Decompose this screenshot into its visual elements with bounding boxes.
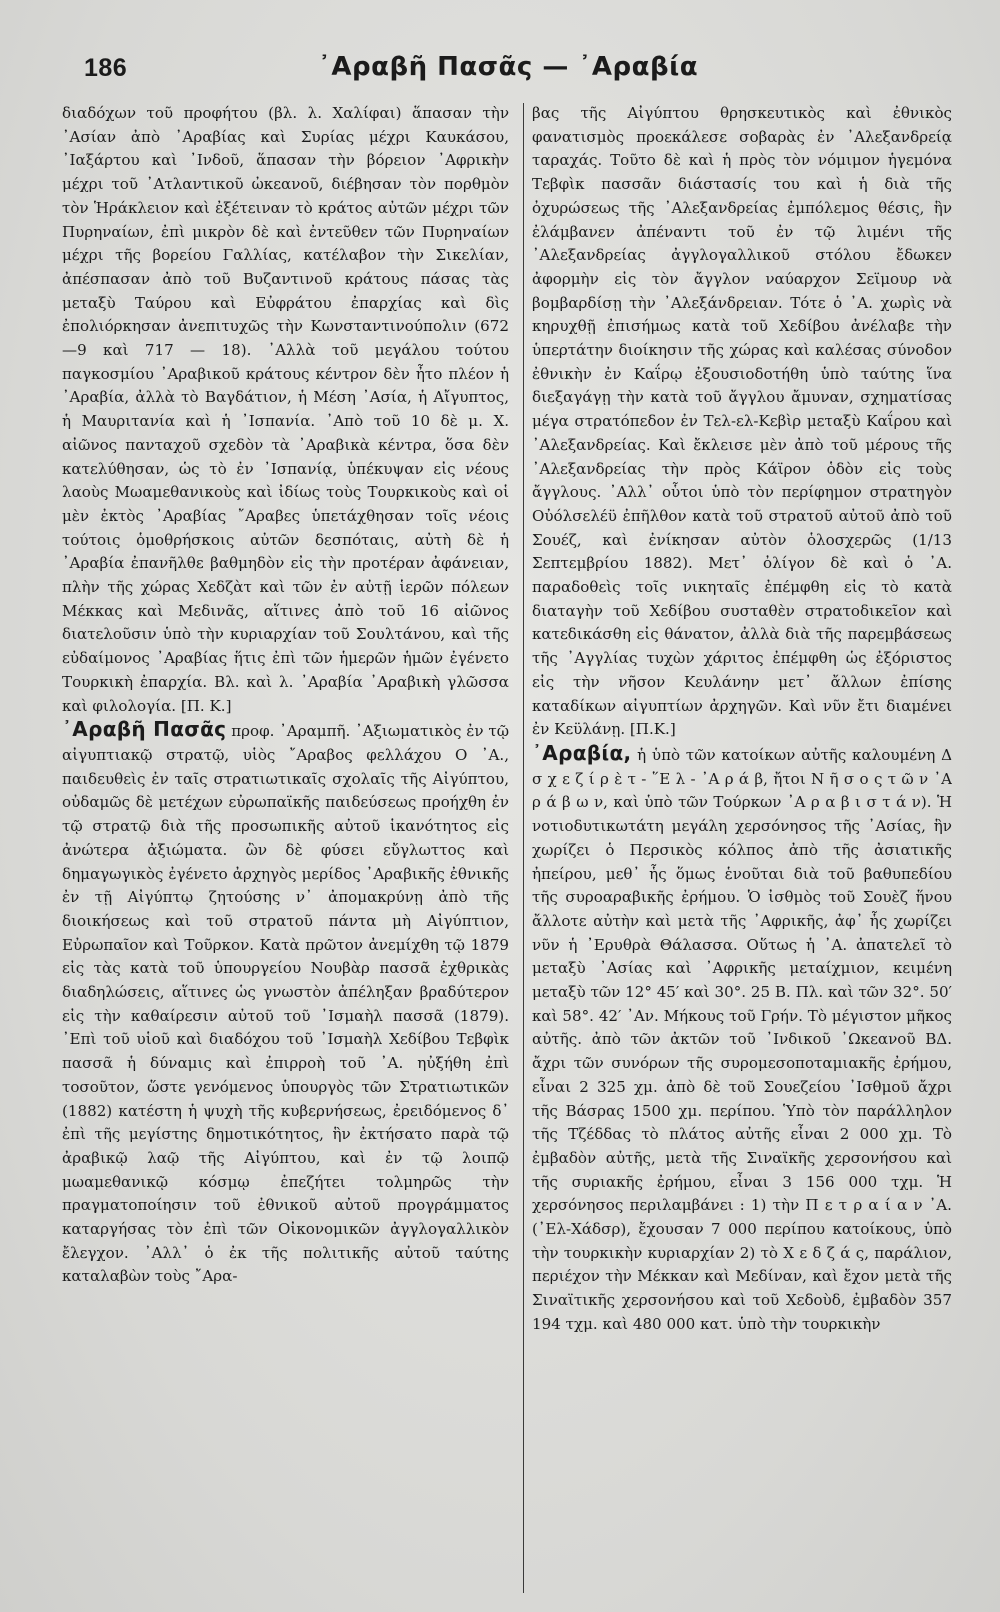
entry-arabia	[532, 742, 952, 1337]
entry-text: ἡ ὑπὸ τῶν κατοίκων αὐτῆς καλουμένη Δ σ χ ε ζ ί ρ ὲ τ - ῞Ε λ - ᾿Α ρ ά β, ἤτοι Ν ῆ σ ο ς τ ῶ ν ᾿Α ρ ά β ω ν, καὶ ὑπὸ τῶν Τούρκων ᾿Α ρ α β ι σ τ ά ν). Ἡ νοτιοδυτικωτάτη μεγάλη χερσόνησος τῆς ᾿Ασίας, ἣν χωρίζει ὁ Περσικὸς κόλπος ἀπὸ τῆς ἀσιατικῆς ἠπείρου, μεθ᾿ ἧς ὅμως ἑνοῦται διὰ τοῦ βαθυπεδίου τῆς συροαραβικῆς ἐρήμου. Ὁ ἰσθμὸς τοῦ Σουὲζ ἥνου ἄλλοτε αὐτὴν καὶ μετὰ τῆς ᾿Αφρικῆς, ἀφ᾿ ἧς χωρίζει νῦν ἡ ᾿Ερυθρὰ Θάλασσα. Οὕτως ἡ ᾿Α. ἀπατελεῖ τὸ μεταξὺ ᾿Ασίας καὶ ᾿Αφρικῆς μεταίχμιον, κειμένη μεταξὺ τῶν 12° 45′ καὶ 30°. 25 Β. Πλ. καὶ τῶν 32°. 50′ καὶ 58°. 42′ ᾿Αν. Μήκους τοῦ Γρήν. Τὸ μέγιστον μῆκος αὐτῆς. ἀπὸ τῶν ἀκτῶν τοῦ ᾿Ινδικοῦ ᾿Ωκεανοῦ ΒΔ. ἄχρι τῶν συνόρων τῆς συρομεσοποταμιακῆς ἐρήμου, εἶναι 2 325 χμ. ἀπὸ δὲ τοῦ Σουεζείου ᾿Ισθμοῦ ἄχρι τῆς Βάσρας 1500 χμ. περίπου. Ὑπὸ τὸν παράλληλον τῆς Τζέδδας τὸ πλάτος αὐτῆς εἶναι 2 000 χμ. Τὸ ἐμβαδὸν αὐτῆς, μετὰ τῆς Σιναϊκῆς χερσονήσου καὶ τῆς συριακῆς ἐρήμου, εἶναι 3 156 000 τχμ. Ἡ χερσόνησος περιλαμβάνει : 1) τὴν Π ε τ ρ α ί α ν ᾿Α. (᾿Ελ-Χάδσρ), ἔχουσαν 7 000 περίπου κατοίκους, ὑπὸ τὴν τουρκικὴν κυριαρχίαν 2) τὸ Χ ε δ ζ ά ς, παράλιον, περιέχον τὴν Μέκκαν καὶ Μεδίναν, καὶ ἔχον μετὰ τῆς Σιναϊτικῆς χερσονήσου καὶ τοῦ Χεδοὺδ, ἐμβαδὸν 357 194 τχμ. καὶ 480 000 κατ. ὑπὸ τὴν τουρκικὴν	[532, 745, 952, 1333]
page-number: 186	[84, 54, 128, 82]
page-header	[78, 52, 938, 92]
entry-arabi-pasha	[62, 718, 509, 1289]
right-column	[532, 102, 952, 1572]
entry-lemma: ᾿Αραβῆ Πασᾶς	[62, 717, 227, 742]
right-paragraph: βας τῆς Αἰγύπτου θρησκευτικὸς καὶ ἐθνικὸς φανατισμὸς προεκάλεσε σοβαρὰς ἐν ᾿Αλεξανδρείᾳ ταραχάς. Τοῦτο δὲ καὶ ἡ πρὸς τὸν νόμιμον ἡγεμόνα Τεβφὶκ πασσᾶν διάστασίς του καὶ ἡ διὰ τῆς ὀχυρώσεως τῆς ᾿Αλεξανδρείας ἐμπόλεμος θέσις, ἣν ἐλάμβανεν ἀπέναντι τοῦ ἐν τῷ λιμένι τῆς ᾿Αλεξανδρείας ἀγγλογαλλικοῦ στόλου ἔδωκεν ἀφορμὴν εἰς τὸν ἄγγλον ναύαρχον Σεϊμουρ νὰ βομβαρδίσῃ τὴν ᾿Αλεξάνδρειαν. Τότε ὁ ᾿Α. χωρὶς νὰ κηρυχθῇ ἐπισήμως κατὰ τοῦ Χεδίβου ἀνέλαβε τὴν ὑπερτάτην διοίκησιν τῆς χώρας καὶ καλέσας σύνοδον ἐθνικὴν ἐν Καΐρῳ ἐξουσιοδοτήθη ὑπὸ ταύτης ἵνα διεξαγάγῃ τὴν κατὰ τοῦ ἄγγλου ἄμυναν, σχηματίσας μέγα στρατόπεδον ἐν Τελ-ελ-Κεβὶρ μεταξὺ Καΐρου καὶ ᾿Αλεξανδρείας. Καὶ ἔκλεισε μὲν ἀπὸ τοῦ μέρους τῆς ᾿Αλεξανδρείας τὴν πρὸς Κάϊρον ὁδὸν εἰς τοὺς ἄγγλους. ᾿Αλλ᾿ οὗτοι ὑπὸ τὸν περίφημον στρατηγὸν Οὐόλσελέϋ ἐπῆλθον κατὰ τοῦ στρατοῦ αὐτοῦ ἀπὸ τοῦ Σουέζ, καὶ ἐνίκησαν αὐτὸν ὁλοσχερῶς (1/13 Σεπτεμβρίου 1882). Μετ᾿ ὀλίγον δὲ καὶ ὁ ᾿Α. παραδοθεὶς τοῖς νικηταῖς ἐπέμφθη εἰς τὸ κατὰ διαταγὴν τοῦ Χεδίβου συσταθὲν στρατοδικεῖον καὶ κατεδικάσθη εἰς θάνατον, ἀλλὰ διὰ τῆς παρεμβάσεως τῆς ᾿Αγγλίας τυχὼν χάριτος ἐπέμφθη ὡς ἐξόριστος εἰς τὴν νῆσον Κευλάνην μετ᾿ ἄλλων ἐπίσης καταδίκων αἰγυπτίων ἀρχηγῶν. Καὶ νῦν ἔτι διαμένει ἐν Κεϋλάνῃ. [Π.Κ.]	[532, 104, 952, 739]
left-column	[62, 102, 509, 1572]
entry-text: προφ. ᾿Αραμπῆ. ᾿Αξιωματικὸς ἐν τῷ αἰγυπτιακῷ στρατῷ, υἱὸς ῎Αραβος φελλάχου Ο ᾿Α., παιδευθεὶς ἐν ταῖς στρατιωτικαῖς σχολαῖς τῆς Αἰγύπτου, οὐδαμῶς δὲ μετέχων εὐρωπαϊκῆς παιδεύσεως προήχθη ἐν τῷ στρατῷ διὰ τῆς προσωπικῆς αὐτοῦ ἱκανότητος εἰς ἀνώτερα ἀξιώματα. ὢν δὲ φύσει εὔγλωττος καὶ δημαγωγικὸς ἐγένετο ἀρχηγὸς μερίδος ᾿Αραβικῆς ἐθνικῆς ἐν τῇ Αἰγύπτῳ ζητούσης ν᾿ ἀπομακρύνῃ ἀπὸ τῆς διοικήσεως καὶ τοῦ στρατοῦ πάντα μὴ Αἰγύπτιον, Εὐρωπαῖον καὶ Τοῦρκον. Κατὰ πρῶτον ἀνεμίχθη τῷ 1879 εἰς τὰς κατὰ τοῦ ὑπουργείου Νουβὰρ πασσᾶ ἐχθρικὰς διαδηλώσεις, αἵτινες ὡς γνωστὸν ἀπέληξαν βραδύτερον εἰς τὴν καθαίρεσιν αὐτοῦ τοῦ ᾿Ισμαὴλ πασσᾶ (1879). ᾿Επὶ τοῦ υἱοῦ καὶ διαδόχου τοῦ ᾿Ισμαὴλ Χεδίβου Τεβφὶκ πασσᾶ ἡ δύναμις καὶ ἐπιρροὴ τοῦ ᾿Α. ηὐξήθη ἐπὶ τοσοῦτον, ὥστε γενόμενος ὑπουργὸς τῶν Στρατιωτικῶν (1882) κατέστη ἡ ψυχὴ τῆς κυβερνήσεως, ἐρειδόμενος δ᾿ ἐπὶ τῆς μεγίστης δημοτικότητος, ἣν ἐκτήσατο παρὰ τῷ ἀραβικῷ λαῷ τῆς Αἰγύπτου, καὶ ἐν τῷ λοιπῷ μωαμεθανικῷ κόσμῳ ἐπεζήτει τολμηρῶς τὴν πραγματοποίησιν τοῦ ἐθνικοῦ αὐτοῦ προγράμματος καταργήσας τὸν ἐπὶ τῶν Οἰκονομικῶν ἀγγλογαλλικὸν ἔλεγχον. ᾿Αλλ᾿ ὁ ἐκ τῆς πολιτικῆς αὐτοῦ ταύτης καταλαβὼν τοὺς ῎Αρα-	[62, 722, 509, 1286]
column-divider	[523, 103, 524, 1593]
left-paragraph: διαδόχων τοῦ προφήτου (βλ. λ. Χαλίφαι) ἅπασαν τὴν ᾿Ασίαν ἀπὸ ᾿Αραβίας καὶ Συρίας μέχρι Καυκάσου, ᾿Ιαξάρτου καὶ ᾿Ινδοῦ, ἅπασαν τὴν βόρειον ᾿Αφρικὴν μέχρι τοῦ ᾿Ατλαντικοῦ ὠκεανοῦ, διέβησαν τὸν πορθμὸν τὸν Ἡράκλειον καὶ ἐξέτειναν τὸ κράτος αὐτῶν μέχρι τῶν Πυρηναίων, ἐπὶ μικρὸν δὲ καὶ ἐντεῦθεν τῶν Πυρηναίων μέχρι τῆς βορείου Γαλλίας, κατέλαβον τὴν Σικελίαν, ἀπέσπασαν ἀπὸ τοῦ Βυζαντινοῦ κράτους πάσας τὰς μεταξὺ Ταύρου καὶ Εὐφράτου ἐπαρχίας καὶ δὶς ἐπολιόρκησαν ἀνεπιτυχῶς τὴν Κωνσταντινούπολιν (672—9 καὶ 717 — 18). ᾿Αλλὰ τοῦ μεγάλου τούτου παγκοσμίου ᾿Αραβικοῦ κράτους κέντρον δὲν ἦτο πλέον ἡ ᾿Αραβία, ἀλλὰ τὸ Βαγδάτιον, ἡ Μέση ᾿Ασία, ἡ Αἴγυπτος, ἡ Μαυριτανία καὶ ἡ ᾿Ισπανία. ᾿Απὸ τοῦ 10 δὲ μ. Χ. αἰῶνος πανταχοῦ σχεδὸν τὰ ᾿Αραβικὰ κέντρα, ὅσα δὲν κατελύθησαν, ὡς τὸ ἐν ᾿Ισπανίᾳ, ὑπέκυψαν εἰς νέους λαοὺς Μωαμεθανικοὺς καὶ ἰδίως τοὺς Τουρκικοὺς καὶ οἱ μὲν ἐκτὸς ᾿Αραβίας ῎Αραβες ὑπετάχθησαν τοῖς νέοις τούτοις ὁμοθρήσκοις αὐτῶν δεσπόταις, αὐτὴ δὲ ἡ ᾿Αραβία ἐπανῆλθε βαθμηδὸν εἰς τὴν προτέραν ἀφάνειαν, πλὴν τῆς χώρας Χεδζὰτ καὶ τῶν ἐν αὐτῇ ἱερῶν πόλεων Μέκκας καὶ Μεδινᾶς, αἵτινες ἀπὸ τοῦ 16 αἰῶνος διατελοῦσιν ὑπὸ τὴν κυριαρχίαν τοῦ Σουλτάνου, καὶ τῆς εὐδαίμονος ᾿Αραβίας ἥτις ἐπὶ τῶν ἡμερῶν ἡμῶν ἐγένετο Τουρκικὴ ἐπαρχία. Βλ. καὶ λ. ᾿Αραβία ᾿Αραβικὴ γλῶσσα καὶ φιλολογία. [Π. Κ.]	[62, 104, 509, 715]
running-head: ᾿Αραβῆ Πασᾶς — ᾿Αραβία	[317, 52, 699, 82]
entry-lemma: ᾿Αραβία,	[532, 740, 632, 765]
